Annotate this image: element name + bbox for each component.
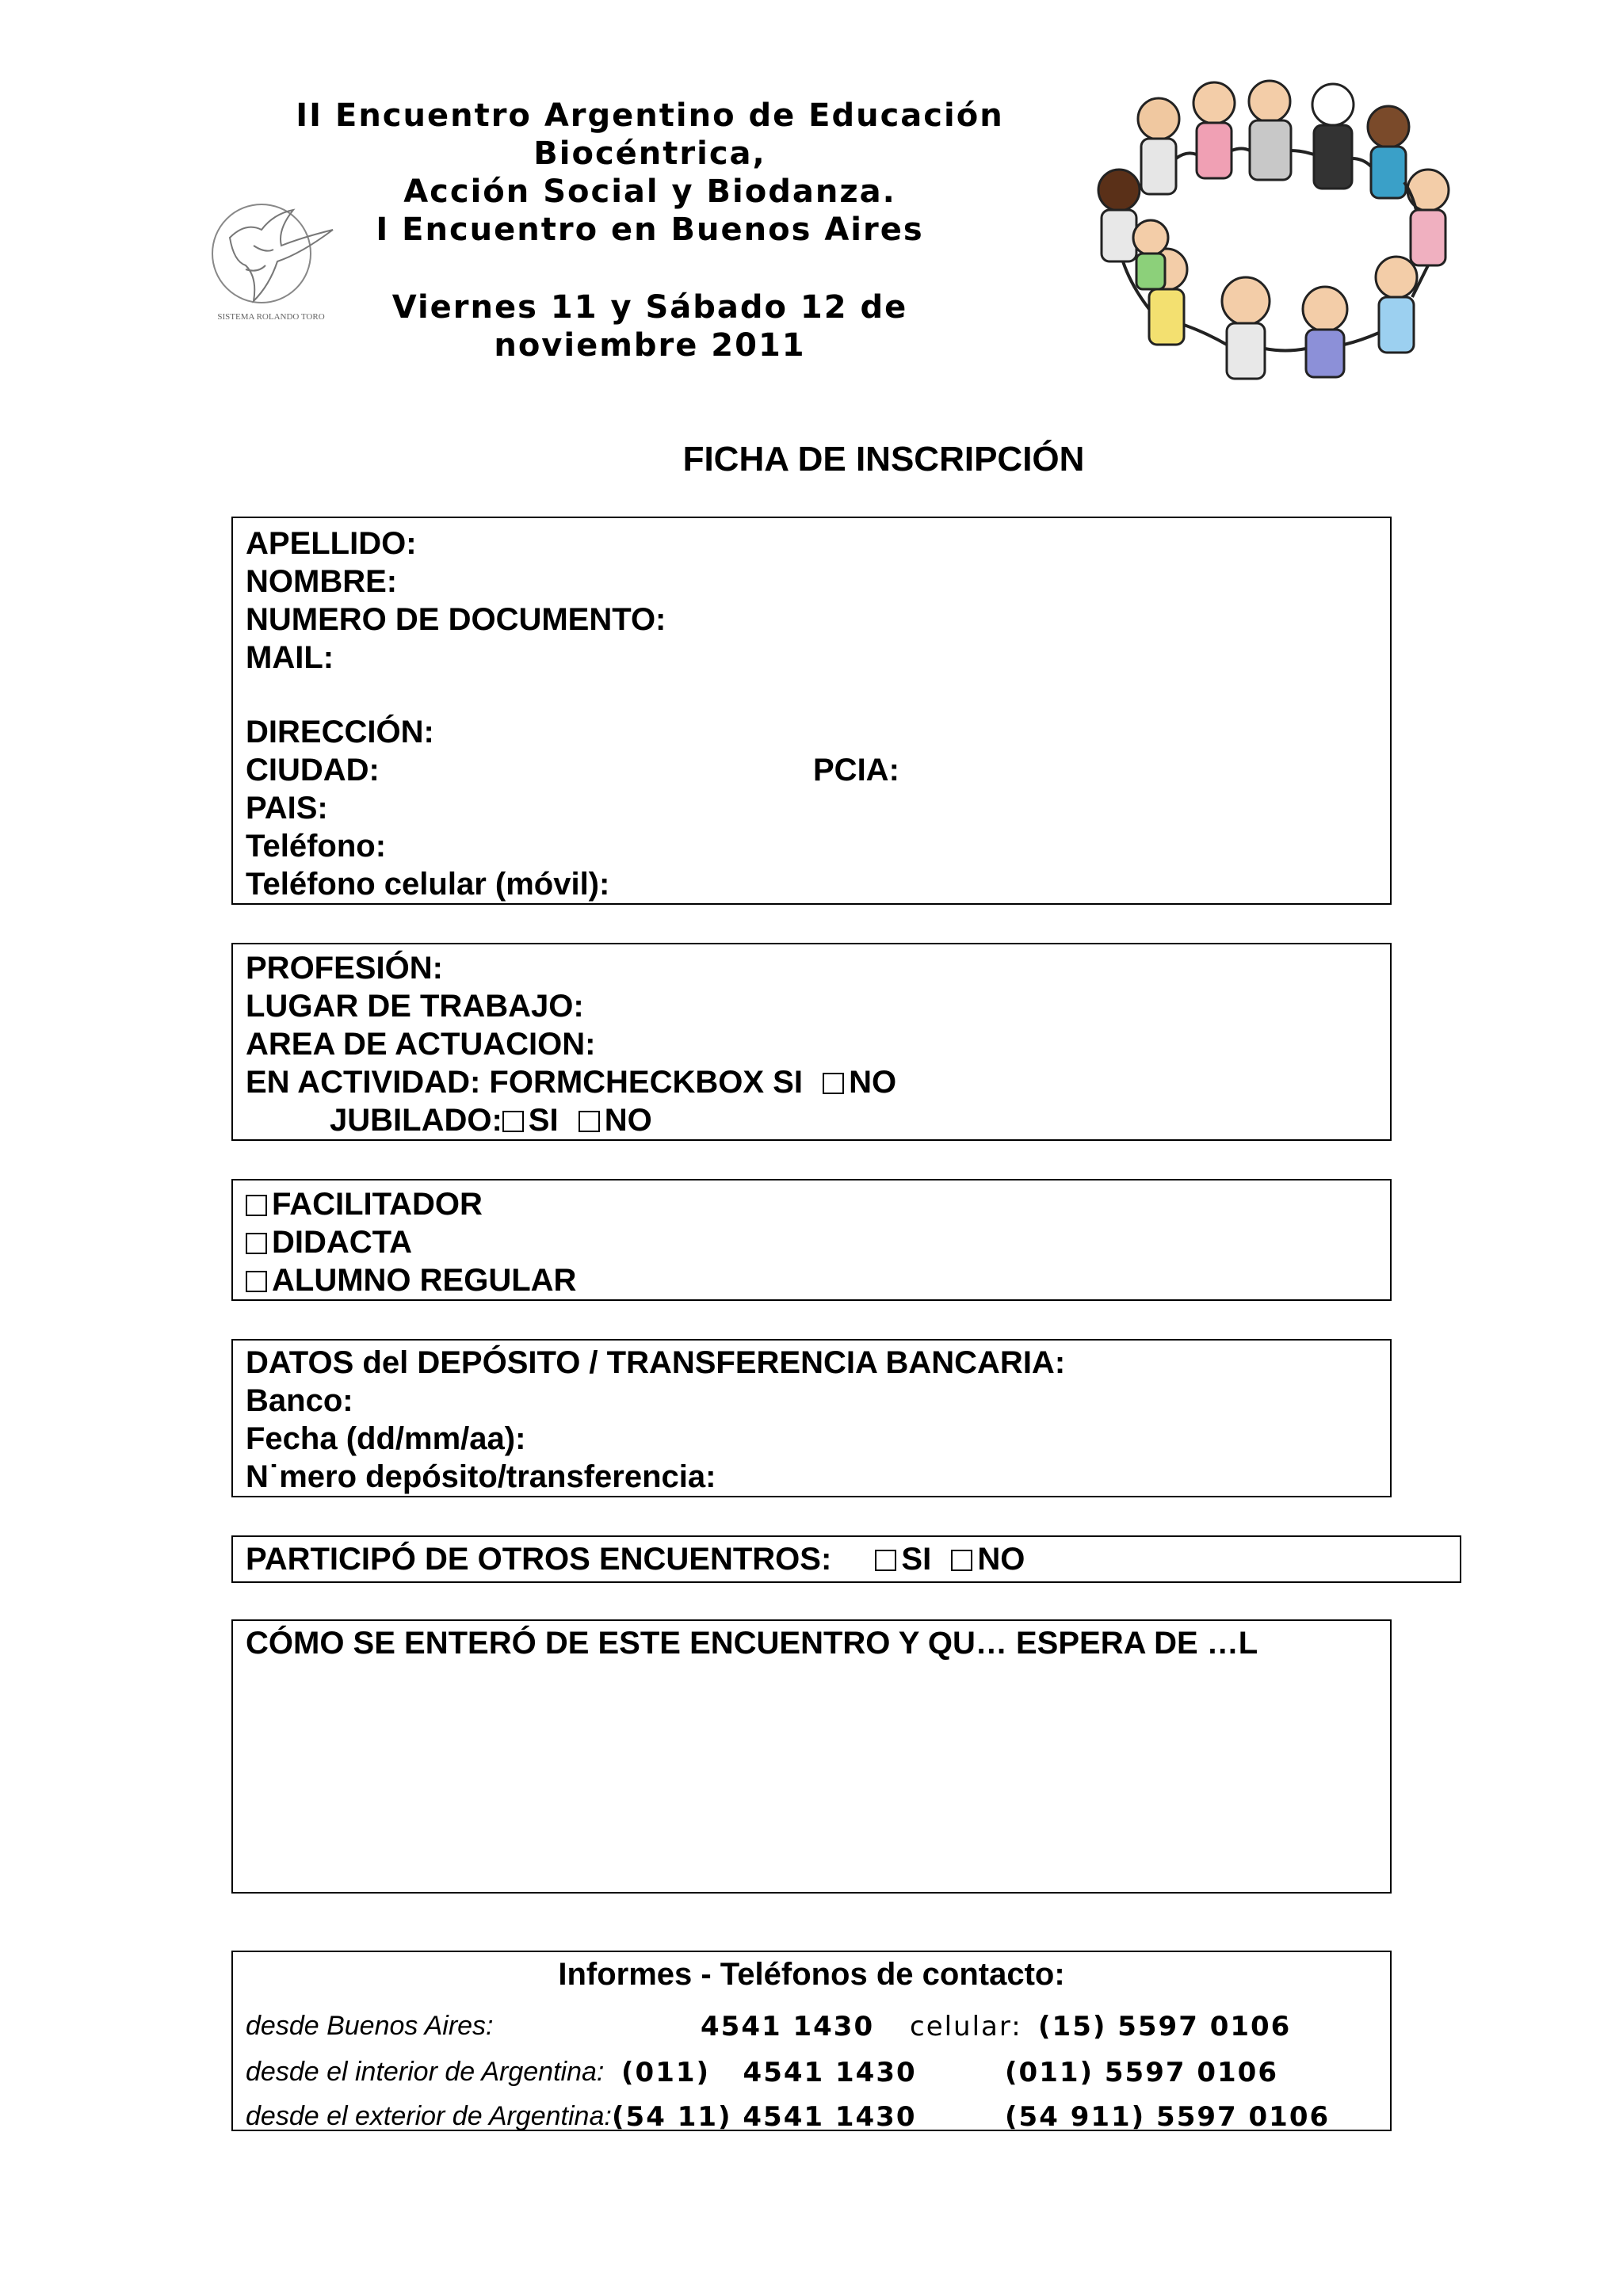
participo-row: [246, 1540, 1025, 1578]
contact-row-label: desde el interior de Argentina:: [246, 2057, 605, 2087]
participation-box: [231, 1535, 1461, 1583]
participo-no-label: NO: [977, 1542, 1025, 1577]
contact-row-cel-label: celular:: [910, 2011, 1022, 2042]
nombre-label: NOMBRE:: [246, 564, 398, 599]
personal-data-box: [231, 517, 1392, 905]
telefono-label: Teléfono:: [246, 829, 387, 864]
en-actividad-no-label: NO: [849, 1065, 897, 1100]
pcia-label: PCIA:: [813, 753, 899, 788]
contact-row: [246, 2098, 1387, 2133]
biodanza-logo: [198, 190, 349, 325]
mail-label: MAIL:: [246, 640, 334, 675]
contact-row-label: desde Buenos Aires:: [246, 2011, 494, 2041]
participo-label: PARTICIPÓ DE OTROS ENCUENTROS:: [246, 1542, 832, 1577]
jubilado-no-checkbox[interactable]: [579, 1111, 600, 1132]
header-line-3: Acción Social y Biodanza.: [403, 174, 896, 210]
contact-row-cel: (54 911) 5597 0106: [1005, 2101, 1331, 2133]
en-actividad-label: EN ACTIVIDAD: FORMCHECKBOX SI: [246, 1065, 803, 1100]
contact-row: [246, 2008, 1387, 2042]
lugar-trabajo-label: LUGAR DE TRABAJO:: [246, 989, 584, 1024]
contact-row-label: desde el exterior de Argentina:: [246, 2101, 612, 2131]
date-line-1: Viernes 11 y Sábado 12 de: [391, 289, 908, 326]
jubilado-label: JUBILADO:: [330, 1103, 502, 1138]
contact-row-phone: (011) 4541 1430: [621, 2057, 917, 2088]
contact-row-cel: (15) 5597 0106: [1038, 2011, 1292, 2042]
participo-si-checkbox[interactable]: [875, 1550, 896, 1571]
en-actividad-no-checkbox[interactable]: [823, 1073, 844, 1094]
area-actuacion-label: AREA DE ACTUACION:: [246, 1027, 596, 1062]
facilitador-label: FACILITADOR: [272, 1187, 483, 1222]
children-circle-illustration: [1087, 71, 1476, 396]
ciudad-label: CIUDAD:: [246, 753, 380, 788]
role-didacta: [246, 1223, 412, 1261]
banco-label: Banco:: [246, 1383, 353, 1418]
apellido-label: APELLIDO:: [246, 526, 417, 561]
jubilado-row: [330, 1101, 652, 1139]
how-heard-box: [231, 1619, 1392, 1894]
contact-row: [246, 2054, 1387, 2088]
jubilado-si-label: SI: [528, 1103, 559, 1138]
how-heard-label: CÓMO SE ENTERÓ DE ESTE ENCUENTRO Y QU… ESPERA DE …L: [246, 1626, 1258, 1661]
header-line-2: Biocéntrica,: [533, 135, 766, 172]
participo-si-label: SI: [901, 1542, 932, 1577]
role-alumno: [246, 1261, 576, 1299]
how-heard-answer-area[interactable]: [236, 1669, 1387, 1889]
contact-box: [231, 1951, 1392, 2131]
contact-title: Informes - Teléfonos de contacto:: [558, 1957, 1065, 1992]
contact-row-phone: 4541 1430: [701, 2011, 875, 2042]
direccion-label: DIRECCIÓN:: [246, 715, 434, 749]
didacta-label: DIDACTA: [272, 1225, 413, 1260]
contact-row-phone: (54 11) 4541 1430: [612, 2101, 917, 2133]
role-box: [231, 1179, 1392, 1301]
logo-caption: SISTEMA ROLANDO TORO: [217, 312, 325, 322]
numero-deposito-label: N˙mero depósito/transferencia:: [246, 1459, 716, 1494]
contact-row-cel: (011) 5597 0106: [1005, 2057, 1278, 2088]
deposit-title: DATOS del DEPÓSITO / TRANSFERENCIA BANCARIA:: [246, 1345, 1066, 1380]
jubilado-no-label: NO: [604, 1103, 652, 1138]
jubilado-si-checkbox[interactable]: [502, 1111, 524, 1132]
alumno-regular-checkbox[interactable]: [246, 1271, 267, 1292]
header-line-1: II Encuentro Argentino de Educación: [296, 97, 1004, 134]
en-actividad-row: [246, 1063, 896, 1101]
date-line-2: noviembre 2011: [494, 327, 806, 364]
alumno-regular-label: ALUMNO REGULAR: [272, 1263, 577, 1298]
header-line-4: I Encuentro en Buenos Aires: [376, 212, 924, 248]
facilitador-checkbox[interactable]: [246, 1195, 267, 1216]
bird-logo-icon: [198, 190, 349, 325]
deposit-box: [231, 1339, 1392, 1497]
role-facilitador: [246, 1185, 483, 1223]
form-title: FICHA DE INSCRIPCIÓN: [682, 440, 1085, 479]
profesion-label: PROFESIÓN:: [246, 951, 443, 986]
celular-label: Teléfono celular (móvil):: [246, 867, 610, 902]
documento-label: NUMERO DE DOCUMENTO:: [246, 602, 666, 637]
didacta-checkbox[interactable]: [246, 1233, 267, 1254]
work-data-box: [231, 943, 1392, 1141]
participo-no-checkbox[interactable]: [951, 1550, 972, 1571]
pais-label: PAIS:: [246, 791, 328, 826]
fecha-label: Fecha (dd/mm/aa):: [246, 1421, 526, 1456]
